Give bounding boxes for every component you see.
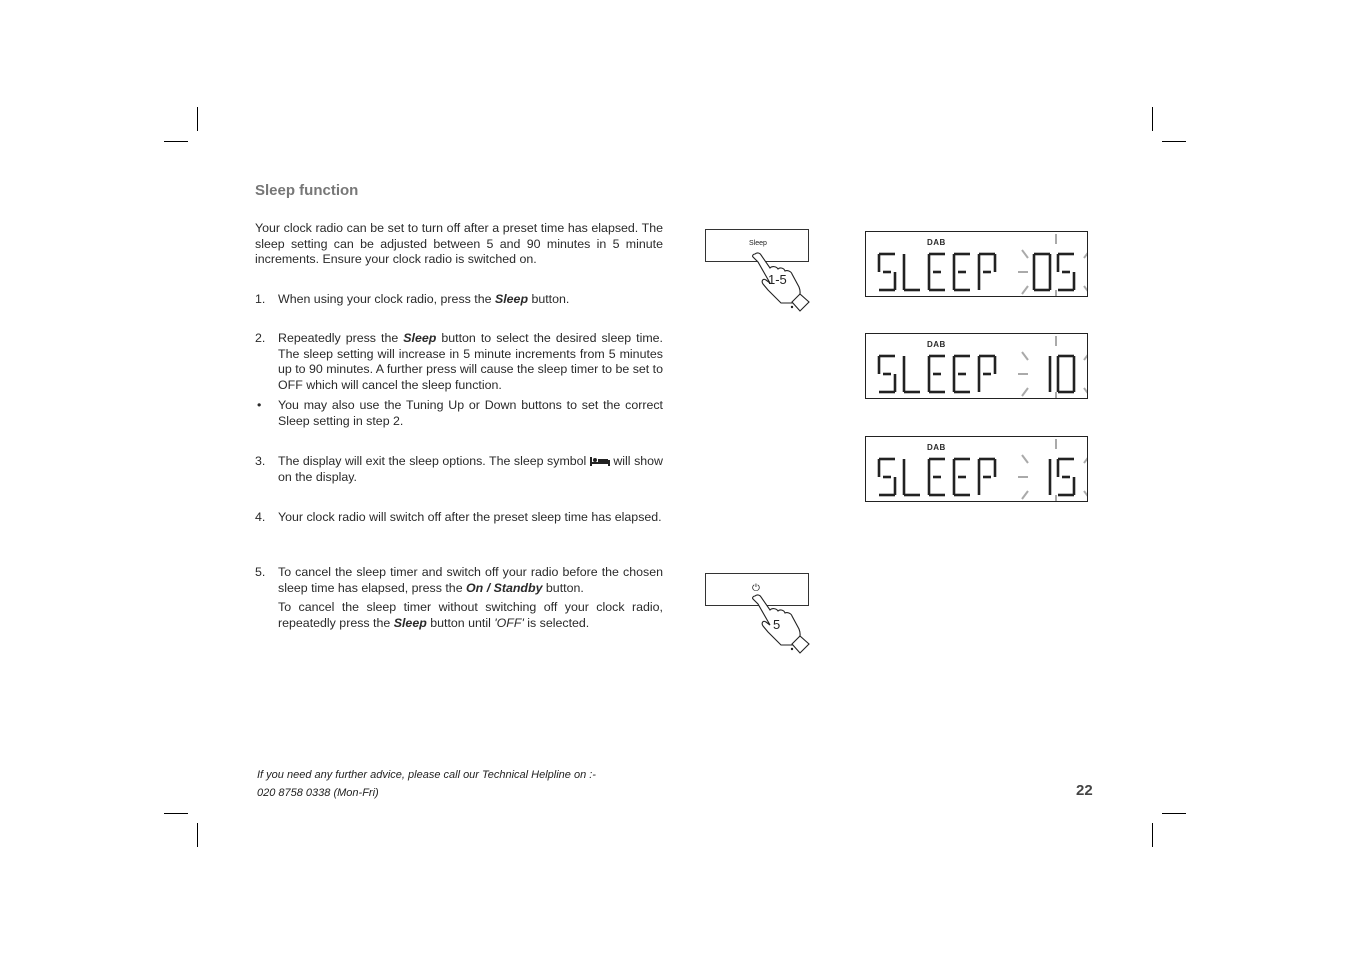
flash-ray: [1084, 352, 1087, 360]
step-marker: 1.: [255, 292, 266, 306]
dab-badge: DAB: [927, 238, 946, 247]
flash-ray: [1022, 286, 1028, 294]
flash-ray: [1022, 455, 1028, 463]
crop-mark: [164, 141, 188, 142]
dab-badge: DAB: [927, 340, 946, 349]
crop-mark: [197, 107, 198, 131]
bed-icon: [590, 457, 610, 466]
step-1: 1. When using your clock radio, press the Sleep button.: [255, 292, 570, 306]
lcd-display: [865, 436, 1088, 502]
power-icon: ⏻: [752, 583, 760, 594]
page-number: 22: [1076, 782, 1093, 799]
bullet-note: • You may also use the Tuning Up or Down buttons to set the correct Sleep setting in step 2.: [257, 398, 663, 428]
flash-ray: [1022, 388, 1028, 396]
step-marker: 5.: [255, 565, 266, 579]
step-4: 4. Your clock radio will switch off after the preset sleep time has elapsed.: [255, 510, 662, 524]
pointing-hand-icon: [748, 592, 814, 656]
helpline-text: If you need any further advice, please call our Technical Helpline on :-: [257, 769, 596, 781]
lcd-display: [865, 333, 1088, 399]
dab-badge: DAB: [927, 443, 946, 452]
crop-mark: [1162, 141, 1186, 142]
flash-ray: [1022, 250, 1028, 258]
step-marker: 4.: [255, 510, 266, 524]
lcd-segments: [866, 232, 1087, 296]
flash-ray: [1084, 491, 1087, 499]
crop-mark: [1162, 813, 1186, 814]
step-3: 3. The display will exit the sleep options. The sleep symbol will show on the display.: [255, 454, 663, 484]
page-title: Sleep function: [255, 182, 359, 199]
bullet-marker: •: [257, 398, 262, 412]
flash-ray: [1084, 286, 1087, 294]
lcd-segments: [866, 334, 1087, 398]
flash-ray: [1084, 455, 1087, 463]
flash-ray: [1084, 250, 1087, 258]
lcd-display: [865, 231, 1088, 297]
step-marker: 2.: [255, 331, 266, 345]
crop-mark: [164, 813, 188, 814]
step-marker: 3.: [255, 454, 266, 468]
helpline-number: 020 8758 0338 (Mon-Fri): [257, 787, 379, 799]
crop-mark: [1152, 823, 1153, 847]
sleep-button-label: Sleep: [749, 240, 767, 247]
step-5: 5. To cancel the sleep timer and switch off your radio before the chosen sleep time has elapsed, press the On / Standby button. To cancel the sleep timer without switching off your clock radio, repeatedly press the Sleep button until 'OFF' is selected.: [255, 565, 663, 630]
step-callout: 5: [773, 617, 781, 632]
crop-mark: [197, 823, 198, 847]
lcd-segments: [866, 437, 1087, 501]
flash-ray: [1022, 491, 1028, 499]
crop-mark: [1152, 107, 1153, 131]
flash-ray: [1022, 352, 1028, 360]
flash-ray: [1084, 388, 1087, 396]
step-2: 2. Repeatedly press the Sleep button to select the desired sleep time. The sleep setting will increase in 5 minute increments from 5 minutes up to 90 minutes. A further press will cause the sleep timer to be set to OFF which will cancel the sleep function.: [255, 331, 663, 392]
intro-paragraph: Your clock radio can be set to turn off after a preset time has elapsed. The sleep setting can be adjusted between 5 and 90 minutes in 5 minute increments. Ensure your clock radio is switched on.: [255, 221, 663, 267]
step-callout: 1-5: [768, 272, 787, 287]
